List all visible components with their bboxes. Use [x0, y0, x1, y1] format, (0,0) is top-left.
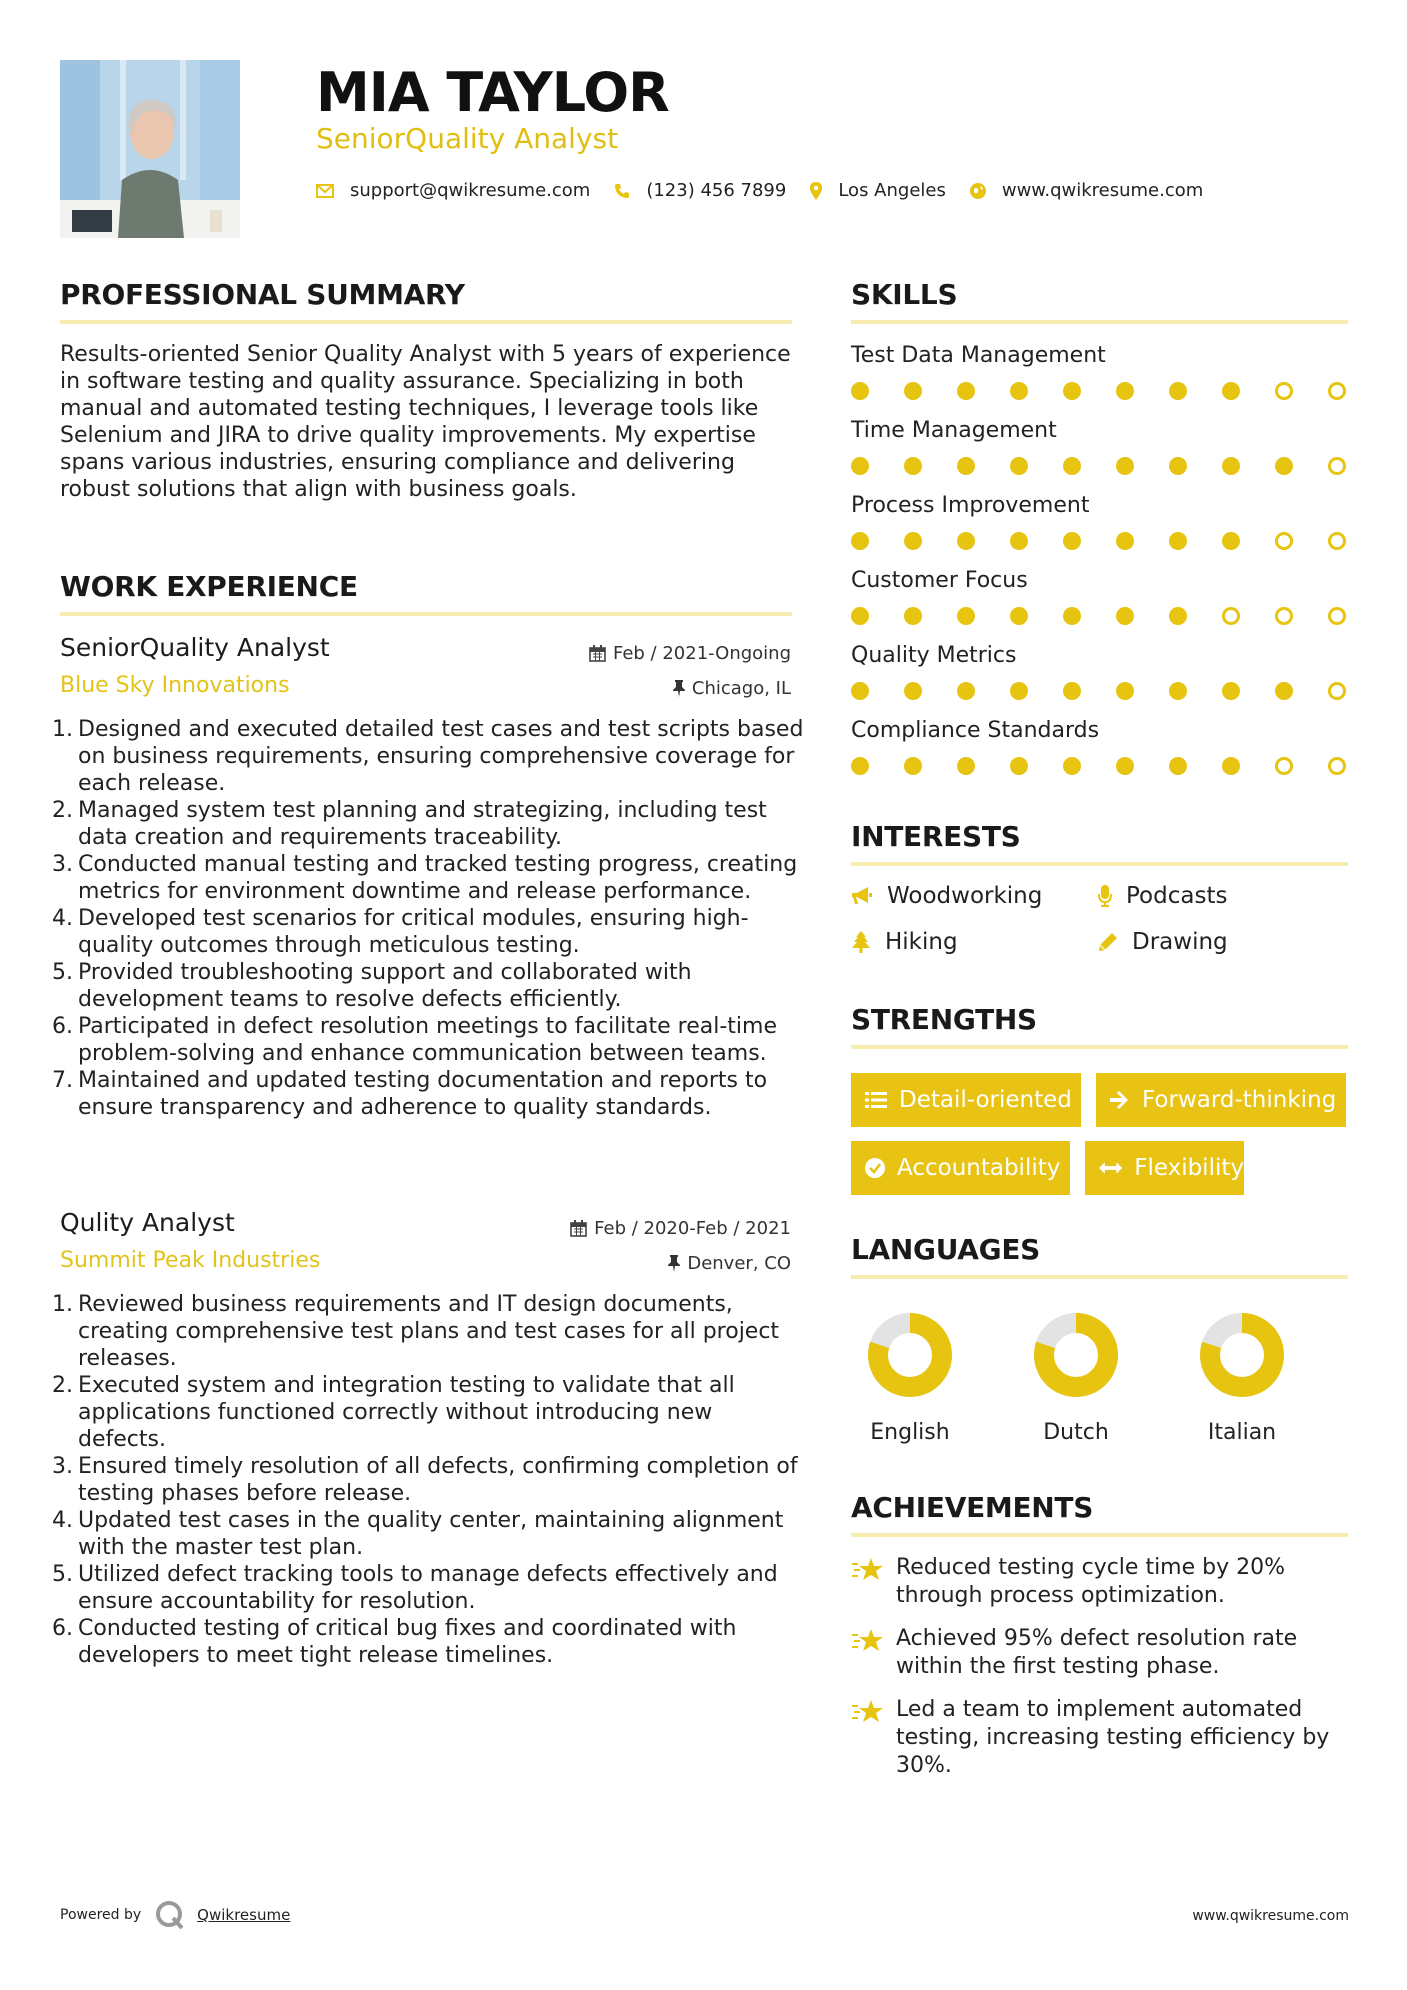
job-title: Qulity Analyst — [60, 1208, 235, 1237]
phone-text: (123) 456 7899 — [646, 180, 787, 201]
job-bullets — [52, 716, 804, 1121]
language-name: Italian — [1207, 1420, 1277, 1445]
job-dates — [570, 1218, 791, 1239]
rating-dot-filled — [1169, 607, 1187, 625]
rating-dot-empty — [1275, 607, 1293, 625]
list-item: 6. Participated in defect resolution meetings to facilitate real-time problem-solving and enhance communication between teams. — [52, 1014, 778, 1066]
summary-heading: PROFESSIONAL SUMMARY — [60, 278, 465, 311]
candidate-name: MIA TAYLOR — [316, 61, 669, 124]
interest-label: Podcasts — [1126, 883, 1228, 909]
strength-label: Detail-oriented — [899, 1087, 1072, 1113]
achievements-heading: ACHIEVEMENTS — [851, 1491, 1094, 1524]
rating-dot-filled — [1222, 382, 1240, 400]
rating-dot-empty — [1275, 532, 1293, 550]
rating-dot-filled — [957, 382, 975, 400]
list-item: 1. Reviewed business requirements and IT design documents, creating comprehensive test plans and test cases for all project releases. — [52, 1292, 780, 1371]
job-dates-text: Feb / 2020-Feb / 2021 — [594, 1218, 791, 1239]
rating-dot-filled — [904, 532, 922, 550]
rating-dot-filled — [851, 457, 869, 475]
skill-name: Process Improvement — [851, 493, 1090, 518]
rating-dot-filled — [1222, 682, 1240, 700]
interest-label: Drawing — [1132, 929, 1228, 955]
interest-item — [851, 929, 958, 955]
rating-dot-filled — [1010, 682, 1028, 700]
list-item: 6. Conducted testing of critical bug fixes and coordinated with developers to meet tight release timelines. — [52, 1616, 737, 1668]
rating-dot-filled — [904, 607, 922, 625]
rating-dot-filled — [1275, 457, 1293, 475]
languages-rule — [851, 1275, 1348, 1279]
bullhorn-icon — [851, 886, 873, 906]
microphone-icon — [1098, 885, 1112, 907]
star-trophy-icon — [851, 1556, 885, 1584]
contact-phone[interactable] — [614, 180, 786, 201]
rating-dot-filled — [1010, 607, 1028, 625]
list-item: 5. Utilized defect tracking tools to manage defects effectively and ensure accountability for resolution. — [52, 1562, 778, 1614]
calendar-icon — [570, 1220, 587, 1237]
rating-dot-filled — [1010, 382, 1028, 400]
achievements-rule — [851, 1533, 1348, 1537]
list-item: 5. Provided troubleshooting support and collaborated with development teams to resolve defects efficiently. — [52, 960, 692, 1012]
rating-dot-filled — [1010, 757, 1028, 775]
interest-item — [1098, 929, 1228, 955]
rating-dot-filled — [1169, 382, 1187, 400]
calendar-icon — [589, 645, 606, 662]
skill-rating — [851, 756, 1348, 776]
rating-dot-filled — [1169, 457, 1187, 475]
job-dates-text: Feb / 2021-Ongoing — [612, 643, 791, 664]
interest-item — [1098, 883, 1227, 909]
qwikresume-link[interactable]: Qwikresume — [197, 1906, 291, 1924]
list-item: 3. Conducted manual testing and tracked testing progress, creating metrics for environment downtime and release performance. — [52, 852, 798, 904]
summary-rule — [60, 320, 792, 324]
list-item: 2. Managed system test planning and strategizing, including test data creation and requirements traceability. — [52, 798, 767, 850]
rating-dot-filled — [957, 607, 975, 625]
job-company: Blue Sky Innovations — [60, 673, 290, 698]
interests-heading: INTERESTS — [851, 820, 1021, 853]
rating-dot-filled — [851, 607, 869, 625]
experience-heading: WORK EXPERIENCE — [60, 570, 358, 603]
interests-rule — [851, 862, 1348, 866]
list-item: 2. Executed system and integration testing to validate that all applications functioned correctly without introducing new defects. — [52, 1373, 735, 1452]
rating-dot-filled — [904, 682, 922, 700]
skills-rule — [851, 320, 1348, 324]
summary-text: Results-oriented Senior Quality Analyst with 5 years of experience in software testing and quality assurance. Specializing in both manual and automated testing techniques, I leverage tools like Selenium and JIRA to drive quality improvements. My expertise spans various industries, ensuring compliance and delivering robust solutions that align with business goals. — [60, 342, 791, 502]
list-icon — [865, 1091, 887, 1109]
rating-dot-empty — [1328, 682, 1346, 700]
rating-dot-filled — [957, 457, 975, 475]
job-location-text: Denver, CO — [687, 1253, 791, 1274]
rating-dot-filled — [957, 682, 975, 700]
rating-dot-filled — [851, 532, 869, 550]
skill-rating — [851, 606, 1348, 626]
rating-dot-filled — [1063, 532, 1081, 550]
strength-chip — [851, 1073, 1081, 1127]
globe-icon — [970, 183, 986, 199]
rating-dot-filled — [904, 457, 922, 475]
rating-dot-filled — [1010, 457, 1028, 475]
check-circle-icon — [865, 1158, 885, 1178]
strengths-heading: STRENGTHS — [851, 1003, 1037, 1036]
job-location-text: Chicago, IL — [691, 678, 791, 699]
rating-dot-filled — [1116, 382, 1134, 400]
rating-dot-filled — [957, 757, 975, 775]
skill-name: Test Data Management — [851, 343, 1106, 368]
interest-item — [851, 883, 1042, 909]
skill-rating — [851, 381, 1348, 401]
skill-rating — [851, 456, 1348, 476]
rating-dot-empty — [1275, 757, 1293, 775]
skills-heading: SKILLS — [851, 278, 958, 311]
rating-dot-empty — [1328, 532, 1346, 550]
rating-dot-filled — [1169, 682, 1187, 700]
rating-dot-filled — [1116, 457, 1134, 475]
rating-dot-filled — [1116, 757, 1134, 775]
rating-dot-empty — [1328, 457, 1346, 475]
rating-dot-filled — [904, 757, 922, 775]
language-item — [1192, 1310, 1292, 1445]
job-dates — [589, 643, 791, 664]
rating-dot-filled — [851, 757, 869, 775]
contact-location — [810, 180, 946, 201]
language-name: English — [870, 1420, 950, 1445]
arrow-right-icon — [1110, 1091, 1130, 1109]
email-text: support@qwikresume.com — [350, 180, 591, 201]
arrows-horizontal-icon — [1099, 1161, 1122, 1175]
star-trophy-icon — [851, 1698, 885, 1726]
languages-heading: LANGUAGES — [851, 1233, 1041, 1266]
rating-dot-filled — [1222, 457, 1240, 475]
rating-dot-filled — [1169, 757, 1187, 775]
rating-dot-filled — [1063, 607, 1081, 625]
job-title: SeniorQuality Analyst — [60, 633, 330, 662]
rating-dot-filled — [1222, 532, 1240, 550]
rating-dot-filled — [1063, 457, 1081, 475]
qwikresume-logo-icon — [155, 1900, 185, 1930]
skill-name: Compliance Standards — [851, 718, 1100, 743]
list-item: 4. Updated test cases in the quality center, maintaining alignment with the master test plan. — [52, 1508, 784, 1560]
footer-powered-by — [60, 1900, 290, 1930]
strength-chip — [1096, 1073, 1346, 1127]
job-company: Summit Peak Industries — [60, 1248, 321, 1273]
rating-dot-filled — [1116, 682, 1134, 700]
rating-dot-filled — [957, 532, 975, 550]
skill-name: Customer Focus — [851, 568, 1028, 593]
language-name: Dutch — [1043, 1420, 1109, 1445]
skill-name: Quality Metrics — [851, 643, 1017, 668]
achievement-item: Achieved 95% defect resolution rate within the first testing phase. — [851, 1625, 1351, 1681]
candidate-title: SeniorQuality Analyst — [316, 122, 619, 155]
footer-website[interactable]: www.qwikresume.com — [1192, 1908, 1349, 1924]
rating-dot-filled — [1063, 682, 1081, 700]
envelope-icon — [316, 184, 334, 198]
strength-label: Accountability — [897, 1155, 1061, 1181]
language-proficiency-donut — [1031, 1310, 1121, 1400]
rating-dot-filled — [1010, 532, 1028, 550]
location-text: Los Angeles — [838, 180, 946, 201]
rating-dot-filled — [1063, 382, 1081, 400]
phone-icon — [614, 183, 630, 199]
contact-email[interactable] — [316, 180, 590, 201]
rating-dot-empty — [1328, 382, 1346, 400]
powered-by-text: Powered by — [60, 1907, 142, 1923]
strength-label: Flexibility — [1134, 1155, 1244, 1181]
profile-photo — [60, 60, 240, 238]
skill-name: Time Management — [851, 418, 1057, 443]
job-bullets — [52, 1291, 804, 1669]
list-item: 3. Ensured timely resolution of all defects, confirming completion of testing phases before release. — [52, 1454, 798, 1506]
rating-dot-empty — [1328, 757, 1346, 775]
rating-dot-filled — [1275, 682, 1293, 700]
rating-dot-filled — [1222, 757, 1240, 775]
achievement-item: Led a team to implement automated testing, increasing testing efficiency by 30%. — [851, 1696, 1351, 1780]
rating-dot-filled — [1063, 757, 1081, 775]
language-item — [1026, 1310, 1126, 1445]
rating-dot-empty — [1222, 607, 1240, 625]
list-item: 1. Designed and executed detailed test cases and test scripts based on business requirements, ensuring comprehensive coverage for each release. — [52, 717, 804, 796]
pencil-icon — [1098, 932, 1118, 952]
rating-dot-filled — [1116, 607, 1134, 625]
rating-dot-filled — [851, 382, 869, 400]
strengths-rule — [851, 1045, 1348, 1049]
rating-dot-filled — [904, 382, 922, 400]
pushpin-icon — [668, 1255, 680, 1272]
rating-dot-empty — [1328, 607, 1346, 625]
contact-website[interactable] — [970, 180, 1203, 201]
skill-rating — [851, 531, 1348, 551]
website-text: www.qwikresume.com — [1001, 180, 1204, 201]
language-proficiency-donut — [1197, 1310, 1287, 1400]
strength-chip — [851, 1141, 1070, 1195]
language-item — [860, 1310, 960, 1445]
job-location — [673, 678, 791, 699]
strength-chip — [1085, 1141, 1244, 1195]
language-proficiency-donut — [865, 1310, 955, 1400]
job-location — [668, 1253, 791, 1274]
skill-rating — [851, 681, 1348, 701]
rating-dot-filled — [1116, 532, 1134, 550]
pushpin-icon — [673, 680, 685, 697]
experience-rule — [60, 612, 792, 616]
map-pin-icon — [810, 182, 822, 200]
star-trophy-icon — [851, 1627, 885, 1655]
rating-dot-filled — [851, 682, 869, 700]
list-item: 4. Developed test scenarios for critical modules, ensuring high-quality outcomes through meticulous testing. — [52, 906, 749, 958]
interest-label: Hiking — [885, 929, 958, 955]
interest-label: Woodworking — [887, 883, 1043, 909]
rating-dot-empty — [1275, 382, 1293, 400]
rating-dot-filled — [1169, 532, 1187, 550]
contact-bar — [316, 180, 1227, 201]
tree-icon — [851, 931, 871, 953]
strength-label: Forward-thinking — [1142, 1087, 1337, 1113]
list-item: 7. Maintained and updated testing documentation and reports to ensure transparency and adherence to quality standards. — [52, 1068, 768, 1120]
achievement-item: Reduced testing cycle time by 20% through process optimization. — [851, 1554, 1351, 1610]
